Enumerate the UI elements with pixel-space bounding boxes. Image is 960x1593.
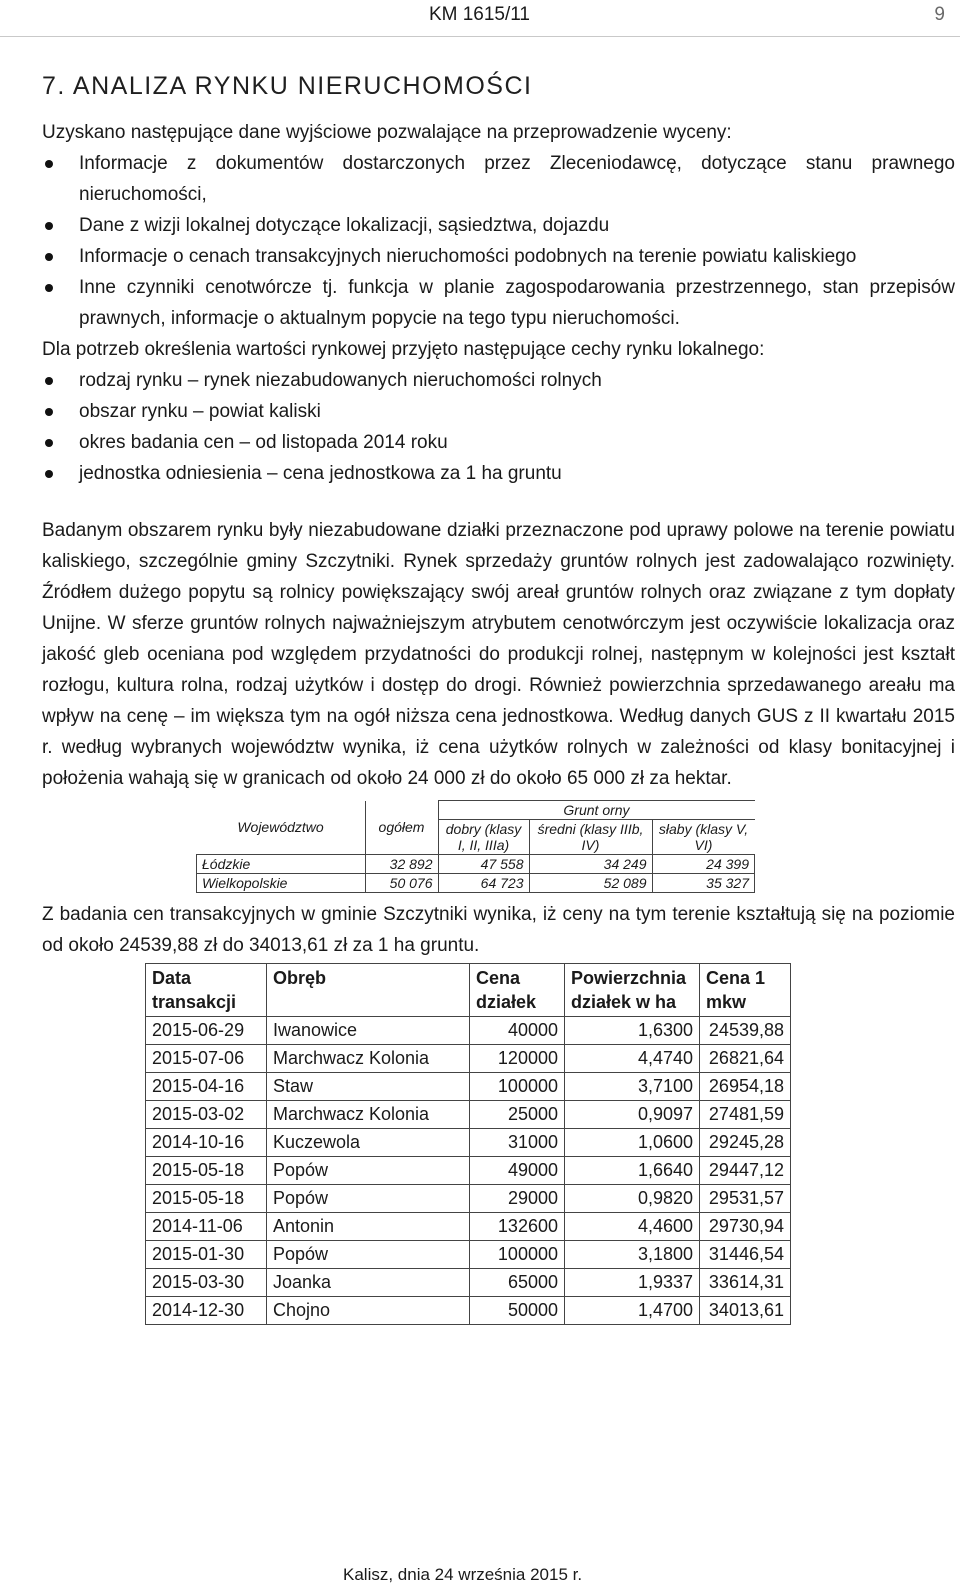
table-cell: 26821,64 [700,1045,791,1073]
table-cell: 26954,18 [700,1073,791,1101]
table-cell: 29447,12 [700,1157,791,1185]
table-cell: 1,9337 [565,1269,700,1297]
page-content [42,72,955,1325]
transactions-intro: Z badania cen transakcyjnych w gminie Szczytniki wynika, iż ceny na tym terenie kształtują się na poziomie od około 24539,88 zł do 34013,61 zł za 1 ha gruntu. [42,904,955,956]
table-row [146,1129,791,1157]
table-cell: 33614,31 [700,1269,791,1297]
table-cell: 2014-11-06 [146,1213,267,1241]
column-header-price: Cena działek [470,964,565,1017]
table-cell: 32 892 [365,855,438,874]
header-divider [0,36,960,37]
table-row [146,1297,791,1325]
table-cell: Marchwacz Kolonia [267,1045,470,1073]
table-row [197,855,755,874]
table-cell: Kuczewola [267,1129,470,1157]
table-cell: Antonin [267,1213,470,1241]
table-row [146,1017,791,1045]
table-cell: 2015-05-18 [146,1157,267,1185]
table-cell: 25000 [470,1101,565,1129]
table-header-group: Grunt orny [438,801,755,820]
table-cell: 3,1800 [565,1241,700,1269]
table-header-medium: średni (klasy IIIb, IV) [529,820,652,855]
table-cell: 2015-04-16 [146,1073,267,1101]
table-cell: 4,4740 [565,1045,700,1073]
table-cell: 2015-05-18 [146,1185,267,1213]
table-cell: 49000 [470,1157,565,1185]
table-cell: 0,9820 [565,1185,700,1213]
list-item: Inne czynniki cenotwórcze tj. funkcja w planie zagospodarowania przestrzennego, stan przepisów prawnych, informacje o aktualnym popycie na tego typu nieruchomości. [42,272,955,334]
table-cell: 0,9097 [565,1101,700,1129]
table-row [146,1213,791,1241]
table-cell: Popów [267,1185,470,1213]
table-cell: 2014-12-30 [146,1297,267,1325]
table-cell: 100000 [470,1241,565,1269]
table-cell: Joanka [267,1269,470,1297]
table-cell: 29000 [470,1185,565,1213]
list-item: okres badania cen – od listopada 2014 roku [42,427,955,458]
table-cell: 50000 [470,1297,565,1325]
table-cell: Chojno [267,1297,470,1325]
table-cell: 2015-06-29 [146,1017,267,1045]
section-title: 7. ANALIZA RYNKU NIERUCHOMOŚCI [42,72,533,100]
table-cell: 31446,54 [700,1241,791,1269]
table-cell: Staw [267,1073,470,1101]
table-cell: 64 723 [438,874,529,893]
table-cell: 34013,61 [700,1297,791,1325]
table-cell: 100000 [470,1073,565,1101]
table-header-total: ogółem [365,801,438,855]
intro-text: Uzyskano następujące dane wyjściowe pozwalające na przeprowadzenie wyceny: [42,122,732,143]
column-header-surface: Powierzchnia działek w ha [565,964,700,1017]
table-header-voivodeship: Województwo [197,801,366,855]
table-cell: 4,4600 [565,1213,700,1241]
table-cell: 47 558 [438,855,529,874]
table-row [146,1269,791,1297]
table-cell: 65000 [470,1269,565,1297]
document-number: KM 1615/11 [428,4,530,25]
table-cell: 1,4700 [565,1297,700,1325]
transactions-table [145,963,791,1325]
transactions-body [146,1017,791,1325]
features-intro: Dla potrzeb określenia wartości rynkowej przyjęto następujące cechy rynku lokalnego: [42,339,765,360]
page-header [0,0,960,36]
sources-list [42,148,955,334]
table-row [146,1101,791,1129]
table-header-good: dobry (klasy I, II, IIIa) [438,820,529,855]
table-cell: 2015-07-06 [146,1045,267,1073]
table-header-weak: słaby (klasy V, VI) [652,820,755,855]
table-header-row [146,964,791,1017]
table-cell: Iwanowice [267,1017,470,1045]
table-cell: Wielkopolskie [197,874,366,893]
list-item: Informacje z dokumentów dostarczonych przez Zleceniodawcę, dotyczące stanu prawnego nieruchomości, [42,148,955,210]
table-row [197,874,755,893]
table-cell: 29730,94 [700,1213,791,1241]
table-row [146,1045,791,1073]
table-cell: 40000 [470,1017,565,1045]
list-item: Dane z wizji lokalnej dotyczące lokalizacji, sąsiedztwa, dojazdu [42,210,955,241]
table-cell: 29245,28 [700,1129,791,1157]
table-cell: 27481,59 [700,1101,791,1129]
table-cell: 1,0600 [565,1129,700,1157]
table-cell: 34 249 [529,855,652,874]
table-cell: 120000 [470,1045,565,1073]
table-cell: Popów [267,1241,470,1269]
table-cell: 29531,57 [700,1185,791,1213]
table-cell: 2015-03-30 [146,1269,267,1297]
table-cell: Marchwacz Kolonia [267,1101,470,1129]
table-cell: Łódzkie [197,855,366,874]
column-header-date: Data transakcji [146,964,267,1017]
table-cell: 52 089 [529,874,652,893]
table-cell: 35 327 [652,874,755,893]
list-item: obszar rynku – powiat kaliski [42,396,955,427]
list-item: Informacje o cenach transakcyjnych nieruchomości podobnych na terenie powiatu kaliskiego [42,241,955,272]
table-cell: 2015-01-30 [146,1241,267,1269]
table-cell: Popów [267,1157,470,1185]
table-row [146,1073,791,1101]
table-cell: 132600 [470,1213,565,1241]
analysis-paragraph: Badanym obszarem rynku były niezabudowane działki przeznaczone pod uprawy polowe na terenie powiatu kaliskiego, szczególnie gminy Szczytniki. Rynek sprzedaży gruntów rolnych jest zadowalająco rozwinięty. Źródłem dużego popytu są rolnicy powiększający swój areał gruntów rolnych oraz związane z tym dopłaty Unijne. W sferze gruntów rolnych najważniejszym atrybutem cenotwórczym jest oczywiście lokalizacja oraz jakość gleb oceniana pod względem przydatności do produkcji rolnej, następnym w kolejności jest kształt rozłogu, kultura rolna, rodzaj użytków i dostęp do drogi. Również powierzchnia sprzedawanego areału ma wpływ na cenę – im większa tym na ogół niższa cena jednostkowa. Według danych GUS z II kwartału 2015 r. według wybranych województw wynika, iż cena użytków rolnych w zależności od klasy bonitacyjnej i położenia wahają się w granicach od około 24 000 zł do około 65 000 zł za hektar. [42,520,955,789]
table-cell: 2014-10-16 [146,1129,267,1157]
list-item: jednostka odniesienia – cena jednostkowa za 1 ha gruntu [42,458,955,489]
table-cell: 1,6300 [565,1017,700,1045]
column-header-area: Obręb [267,964,470,1017]
features-list [42,365,955,489]
table-cell: 1,6640 [565,1157,700,1185]
table-cell: 24 399 [652,855,755,874]
table-row [146,1157,791,1185]
gus-price-table [196,800,755,893]
list-item: rodzaj rynku – rynek niezabudowanych nieruchomości rolnych [42,365,955,396]
table-cell: 24539,88 [700,1017,791,1045]
table-cell: 31000 [470,1129,565,1157]
column-header-unit-price: Cena 1 mkw [700,964,791,1017]
table-row [146,1185,791,1213]
page-number: 9 [934,4,945,25]
table-cell: 3,7100 [565,1073,700,1101]
table-cell: 2015-03-02 [146,1101,267,1129]
table-row [146,1241,791,1269]
place-date-footer: Kalisz, dnia 24 września 2015 r. [343,1565,583,1584]
table-cell: 50 076 [365,874,438,893]
